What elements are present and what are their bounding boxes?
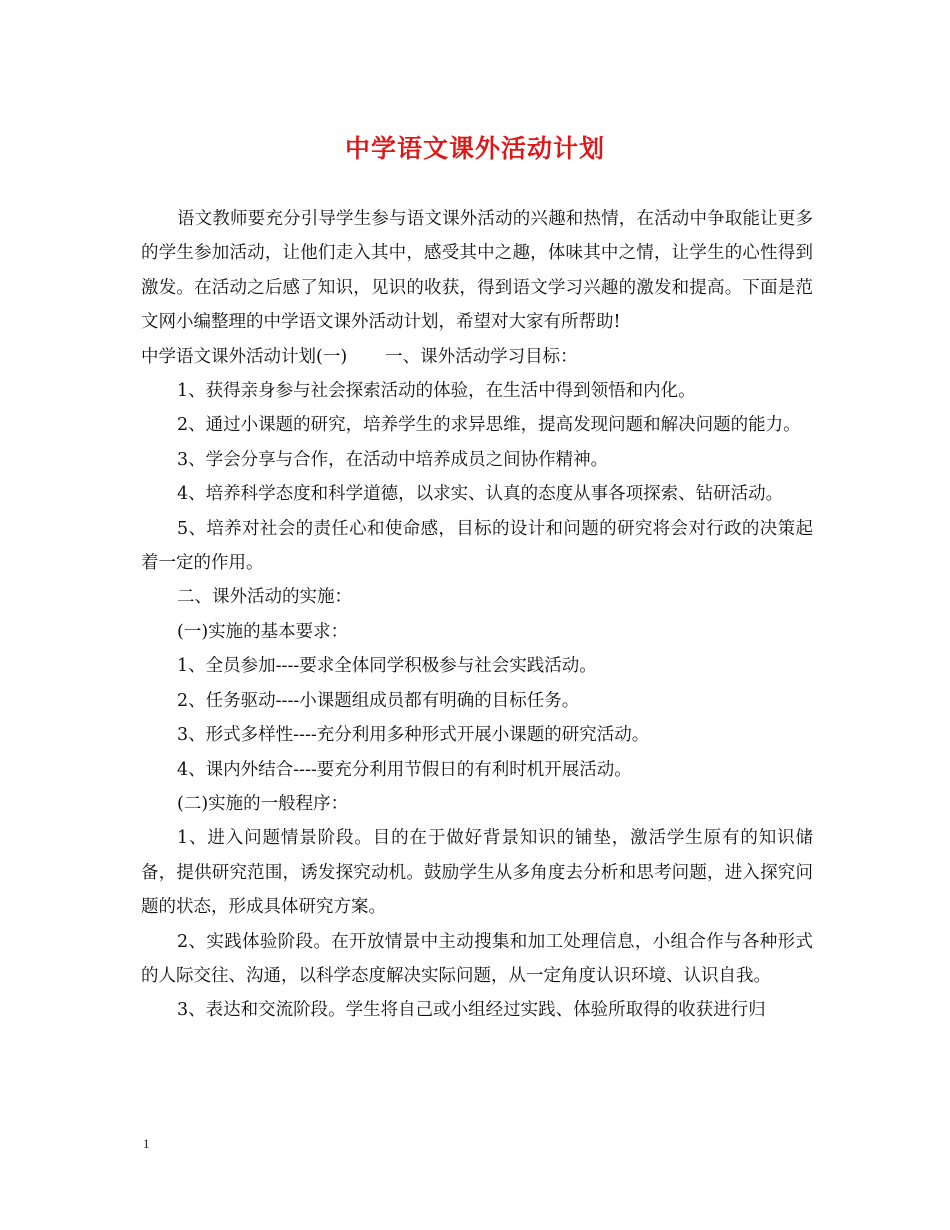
- procedure-item: 1、进入问题情景阶段。目的在于做好背景知识的铺垫，激活学生原有的知识储备，提供研究范围，诱发探究动机。鼓励学生从多角度去分析和思考问题，进入探究问题的状态，形成具体研究方案。: [141, 828, 813, 918]
- document-body: [141, 202, 813, 1028]
- plan-heading-line: [141, 340, 813, 374]
- intro-paragraph: 语文教师要充分引导学生参与语文课外活动的兴趣和热情，在活动中争取能让更多的学生参加活动，让他们走入其中，感受其中之趣，体味其中之情，让学生的心性得到激发。在活动之后感了知识，见识的收获，得到语文学习兴趣的激发和提高。下面是范文网小编整理的中学语文课外活动计划，希望对大家有所帮助!: [141, 209, 813, 333]
- goal-item: 2、通过小课题的研究，培养学生的求异思维，提高发现问题和解决问题的能力。: [177, 415, 801, 436]
- subsection1-heading: (一)实施的基本要求：: [177, 621, 349, 642]
- section2-heading: 二、课外活动的实施：: [177, 587, 352, 608]
- requirement-item: 1、全员参加----要求全体同学积极参与社会实践活动。: [177, 656, 597, 677]
- procedure-item: 2、实践体验阶段。在开放情景中主动搜集和加工处理信息，小组合作与各种形式的人际交往、沟通，以科学态度解决实际问题，从一定角度认识环境、认识自我。: [141, 931, 813, 986]
- requirement-item: 3、形式多样性----充分利用多种形式开展小课题的研究活动。: [177, 725, 650, 746]
- goal-item: 4、培养科学态度和科学道德，以求实、认真的态度从事各项探索、钻研活动。: [177, 484, 784, 505]
- plan-heading: 中学语文课外活动计划(一): [141, 346, 348, 367]
- goal-item: 5、培养对社会的责任心和使命感，目标的设计和问题的研究将会对行政的决策起着一定的作用。: [141, 518, 813, 574]
- document-title: 中学语文课外活动计划: [344, 134, 605, 163]
- goal-item: 3、学会分享与合作，在活动中培养成员之间协作精神。: [177, 449, 609, 470]
- requirement-item: 2、任务驱动----小课题组成员都有明确的目标任务。: [177, 690, 580, 711]
- section1-heading: 一、课外活动学习目标：: [385, 346, 578, 367]
- requirement-item: 4、课内外结合----要充分利用节假日的有利时机开展活动。: [177, 759, 632, 780]
- page-number: 1: [143, 1136, 150, 1151]
- goal-item: 1、获得亲身参与社会探索活动的体验，在生活中得到领悟和内化。: [177, 381, 696, 402]
- procedure-item: 3、表达和交流阶段。学生将自己或小组经过实践、体验所取得的收获进行归: [177, 1000, 766, 1021]
- subsection2-heading: (二)实施的一般程序：: [177, 793, 349, 814]
